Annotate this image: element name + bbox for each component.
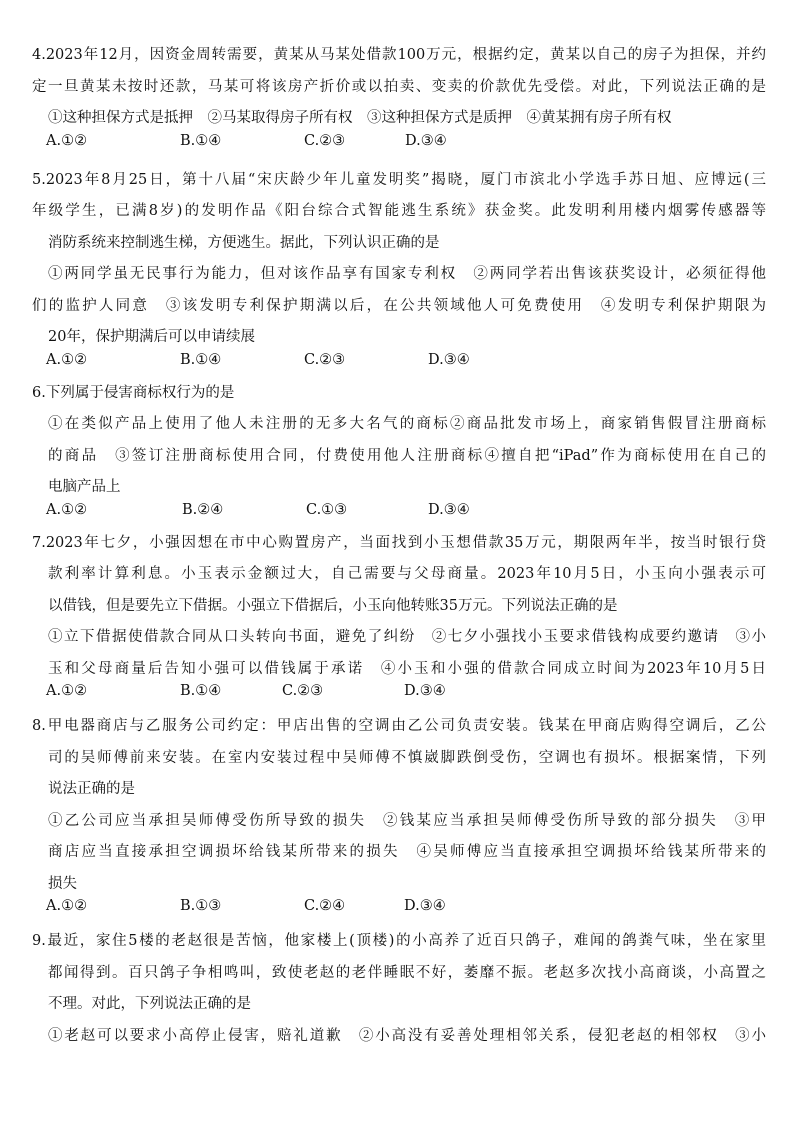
question-7-options xyxy=(32,681,766,701)
option-b: B.①④ xyxy=(180,132,222,149)
option-d: D.③④ xyxy=(428,501,470,518)
question-7-statements-line-1: ①立下借据使借款合同从口头转向书面，避免了纠纷 ②七夕小强找小玉要求借钱构成要约邀请 ③小 xyxy=(48,629,766,645)
option-d: D.③④ xyxy=(428,351,470,368)
question-8 xyxy=(32,711,766,916)
option-a: A.①② xyxy=(46,898,88,914)
option-a: A.①② xyxy=(46,132,88,149)
question-7 xyxy=(32,528,766,702)
option-d: D.③④ xyxy=(404,898,446,914)
question-9-stem-line-1: 9.最近，家住5楼的老赵很是苦恼，他家楼上(顶楼)的小高养了近百只鸽子，难闻的鸽粪气味，坐在家里 xyxy=(32,933,766,949)
question-5-options xyxy=(32,350,766,370)
question-9-stem-line-2: 都闻得到。百只鸽子争相鸣叫，致使老赵的老伴睡眠不好，萎靡不振。老赵多次找小高商谈，小高置之 xyxy=(48,964,766,981)
option-a: A.①② xyxy=(46,683,88,699)
question-8-stem-line-1: 8.甲电器商店与乙服务公司约定：甲店出售的空调由乙公司负责安装。钱某在甲商店购得空调后，乙公 xyxy=(32,718,766,734)
option-b: B.②④ xyxy=(182,501,224,518)
question-8-statements-line-1: ①乙公司应当承担吴师傅受伤所导致的损失 ②钱某应当承担吴师傅受伤所导致的部分损失 ③甲 xyxy=(48,812,766,829)
question-6-stem: 6.下列属于侵害商标权行为的是 xyxy=(32,384,235,401)
question-6-statements-line-1: ①在类似产品上使用了他人未注册的无多大名气的商标②商品批发市场上，商家销售假冒注册商标 xyxy=(48,416,766,432)
question-8-options xyxy=(32,896,766,916)
question-5-statements-line-2: 们的监护人同意 ③该发明专利保护期满以后，在公共领域他人可免费使用 ④发明专利保护期限为 xyxy=(32,297,766,314)
option-a: A.①② xyxy=(46,351,88,368)
option-d: D.③④ xyxy=(405,132,447,149)
question-9-statements-line-1: ①老赵可以要求小高停止侵害，赔礼道歉 ②小高没有妥善处理相邻关系，侵犯老赵的相邻权 ③小 xyxy=(48,1027,766,1044)
question-5-statements-line-1: ①两同学虽无民事行为能力，但对该作品享有国家专利权 ②两同学若出售该获奖设计，必须征得他 xyxy=(48,266,766,282)
question-8-statements-line-3: 损失 xyxy=(48,875,77,892)
option-b: B.①④ xyxy=(180,683,222,699)
option-c: C.①③ xyxy=(306,501,348,518)
question-7-stem-line-3: 以借钱，但是要先立下借据。小强立下借据后，小玉向他转账35万元。下列说法正确的是 xyxy=(48,597,618,614)
question-5 xyxy=(32,165,766,370)
question-5-stem-line-1: 5.2023年8月25日，第十八届“宋庆龄少年儿童发明奖”揭晓，厦门市滨北小学选手苏日旭、应博远(三 xyxy=(32,171,766,188)
question-6 xyxy=(32,378,766,520)
question-6-options xyxy=(32,500,766,520)
option-a: A.①② xyxy=(46,501,88,518)
question-6-statements-line-3: 电脑产品上 xyxy=(48,479,121,495)
question-5-stem-line-3: 消防系统来控制逃生梯，方便逃生。据此，下列认识正确的是 xyxy=(48,234,440,251)
question-8-statements-line-2: 商店应当直接承担空调损坏给钱某所带来的损失 ④吴师傅应当直接承担空调损坏给钱某所带来的 xyxy=(48,844,766,860)
question-4-options xyxy=(32,131,766,151)
option-d: D.③④ xyxy=(404,683,446,699)
option-b: B.①③ xyxy=(180,898,222,914)
question-7-statements-line-2: 玉和父母商量后告知小强可以借钱属于承诺 ④小玉和小强的借款合同成立时间为2023年10月5日 xyxy=(48,660,766,677)
question-6-statements-line-2: 的商品 ③签订注册商标使用合同，付费使用他人注册商标④擅自把“iPad”作为商标使用在自己的 xyxy=(48,447,766,464)
option-b: B.①④ xyxy=(180,351,222,368)
option-c: C.②③ xyxy=(282,683,324,699)
question-5-stem-line-2: 年级学生，已满8岁)的发明作品《阳台综合式智能逃生系统》获金奖。此发明利用楼内烟雾传感器等 xyxy=(32,203,766,219)
question-7-stem-line-2: 款利率计算利息。小玉表示金额过大，自己需要与父母商量。2023年10月5日，小玉向小强表示可 xyxy=(48,566,766,582)
question-4-stem-line-2: 定一旦黄某未按时还款，马某可将该房产折价或以拍卖、变卖的价款优先受偿。对此，下列说法正确的是 xyxy=(32,78,766,95)
option-c: C.②④ xyxy=(304,898,346,914)
question-8-stem-line-2: 司的吴师傅前来安装。在室内安装过程中吴师傅不慎崴脚跌倒受伤，空调也有损坏。根据案情，下列 xyxy=(48,749,766,766)
question-4-stem-line-1: 4.2023年12月，因资金周转需要，黄某从马某处借款100万元，根据约定，黄某以自己的房子为担保，并约 xyxy=(32,47,766,63)
question-5-statements-line-3: 20年，保护期满后可以申请续展 xyxy=(48,329,255,345)
question-9-stem-line-3: 不理。对此，下列说法正确的是 xyxy=(48,996,251,1012)
option-c: C.②③ xyxy=(304,351,346,368)
question-9 xyxy=(32,926,766,1052)
exam-page xyxy=(32,40,766,1052)
question-4 xyxy=(32,40,766,151)
question-4-statements: ①这种担保方式是抵押 ②马某取得房子所有权 ③这种担保方式是质押 ④黄某拥有房子所有权 xyxy=(48,110,672,126)
question-8-stem-line-3: 说法正确的是 xyxy=(48,781,135,797)
option-c: C.②③ xyxy=(304,132,346,149)
question-7-stem-line-1: 7.2023年七夕，小强因想在市中心购置房产，当面找到小玉想借款35万元，期限两年半，按当时银行贷 xyxy=(32,534,766,551)
